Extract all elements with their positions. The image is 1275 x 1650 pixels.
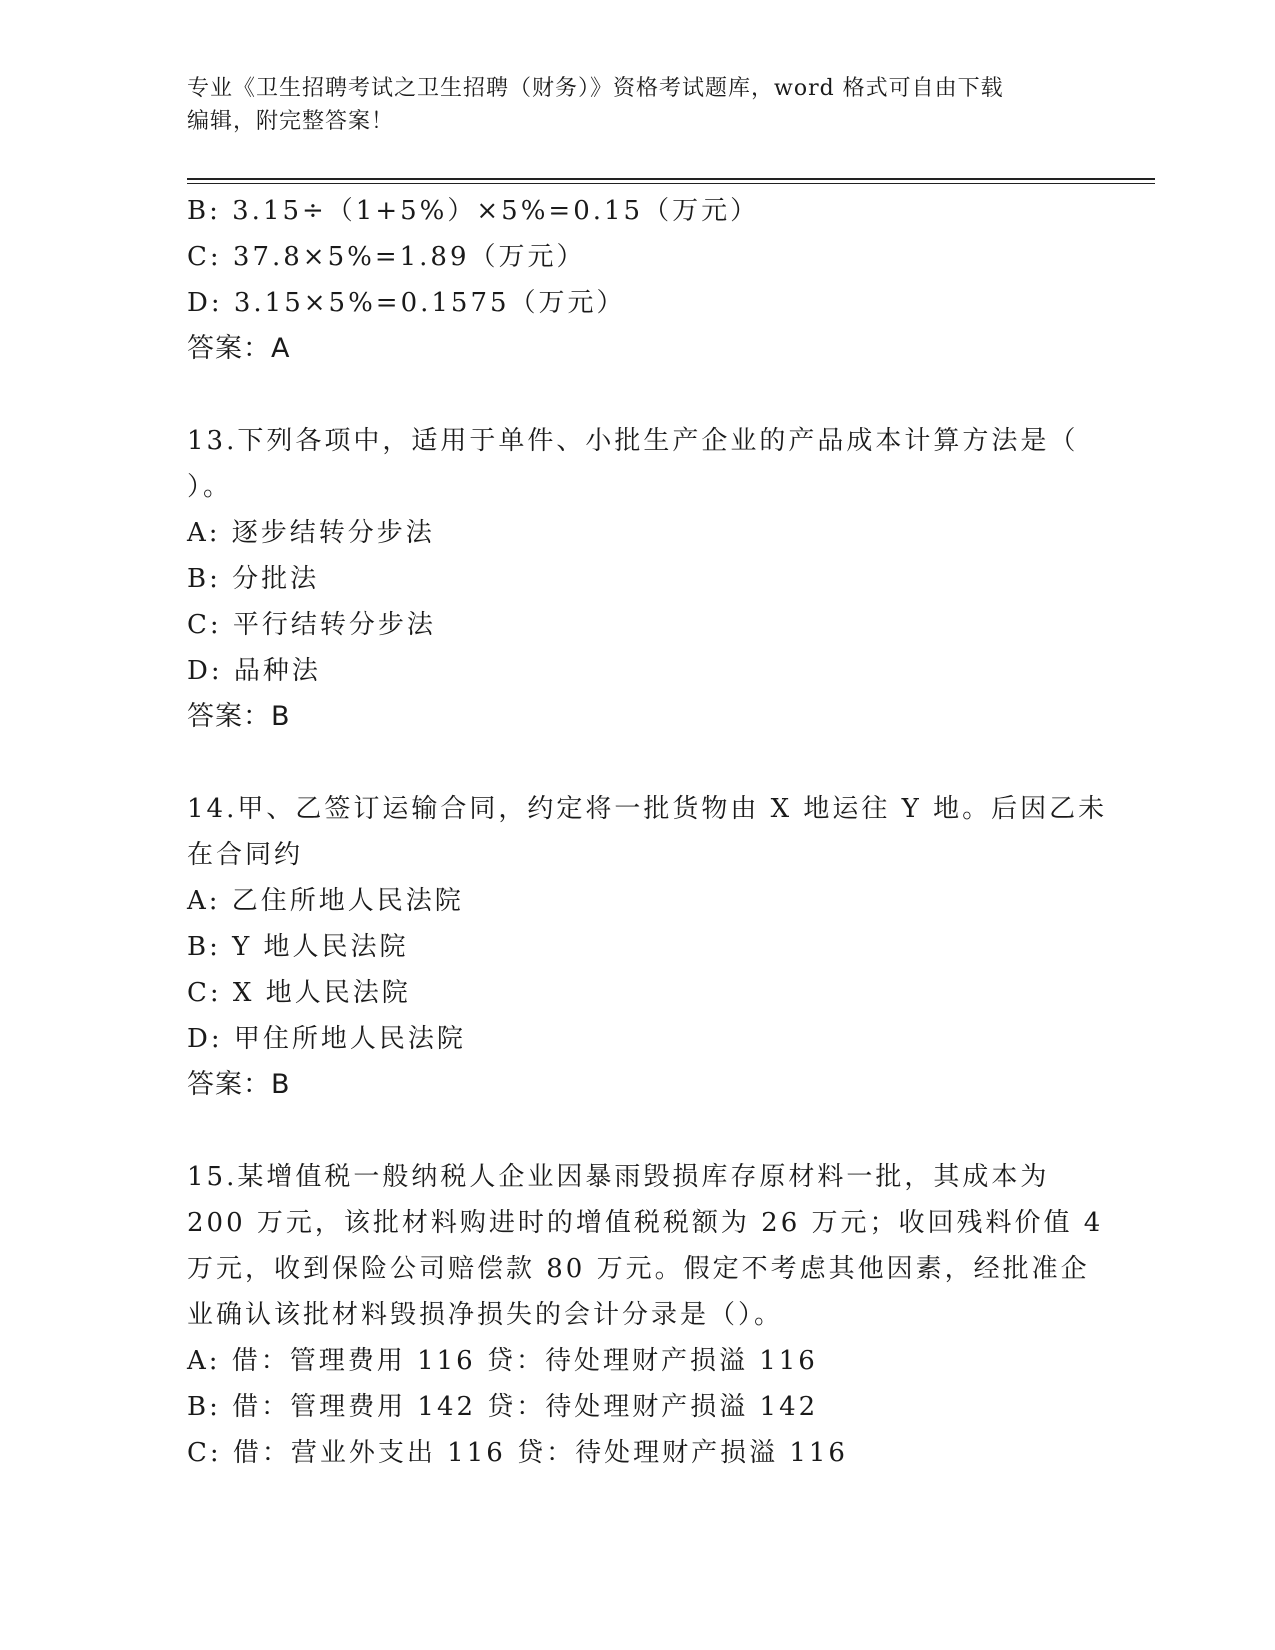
question-14: [187, 786, 1108, 1108]
question-12-tail: [187, 188, 1087, 372]
option-a: A: 逐步结转分步法: [187, 518, 435, 548]
question-stem-continued: 200 万元，该批材料购进时的增值税税额为 26 万元；收回残料价值 4: [187, 1208, 1104, 1238]
answer: 答案：B: [187, 1069, 291, 1100]
document-header: [187, 72, 1087, 138]
header-rule-thick: [187, 178, 1155, 180]
option-a: A: 借：管理费用 116 贷：待处理财产损溢 116: [187, 1346, 818, 1376]
header-rule-thin: [187, 183, 1155, 184]
option-c: C: X 地人民法院: [187, 978, 411, 1008]
option-b: B: 3.15÷（1+5%）×5%=0.15（万元）: [187, 196, 760, 226]
question-13: [187, 418, 1087, 740]
answer: 答案：A: [187, 333, 291, 364]
answer: 答案：B: [187, 701, 291, 732]
question-stem-continued: 在合同约: [187, 840, 304, 870]
header-line-1: 专业《卫生招聘考试之卫生招聘（财务）》资格考试题库，word 格式可自由下载: [187, 76, 1004, 101]
option-d: D: 品种法: [187, 656, 321, 686]
option-a: A: 乙住所地人民法院: [187, 886, 464, 916]
header-line-2: 编辑，附完整答案！: [187, 109, 395, 134]
question-stem-continued: 业确认该批材料毁损净损失的会计分录是（）。: [187, 1300, 784, 1330]
question-stem: 13.下列各项中，适用于单件、小批生产企业的产品成本计算方法是（: [187, 426, 1079, 456]
option-c: C: 借：营业外支出 116 贷：待处理财产损溢 116: [187, 1438, 848, 1468]
option-b: B: Y 地人民法院: [187, 932, 409, 962]
option-b: B: 分批法: [187, 564, 320, 594]
option-b: B: 借：管理费用 142 贷：待处理财产损溢 142: [187, 1392, 819, 1422]
option-d: D: 3.15×5%=0.1575（万元）: [187, 288, 626, 318]
question-stem: 15.某增值税一般纳税人企业因暴雨毁损库存原材料一批，其成本为: [187, 1162, 1050, 1192]
question-stem: 14.甲、乙签订运输合同，约定将一批货物由 X 地运往 Y 地。后因乙未: [187, 794, 1108, 824]
question-stem-continued: 万元，收到保险公司赔偿款 80 万元。假定不考虑其他因素，经批准企: [187, 1254, 1090, 1284]
document-body: [187, 188, 1108, 1476]
question-stem-continued: ）。: [187, 472, 233, 502]
option-c: C: 37.8×5%=1.89（万元）: [187, 242, 586, 272]
option-c: C: 平行结转分步法: [187, 610, 436, 640]
option-d: D: 甲住所地人民法院: [187, 1024, 466, 1054]
question-15: [187, 1154, 1104, 1476]
